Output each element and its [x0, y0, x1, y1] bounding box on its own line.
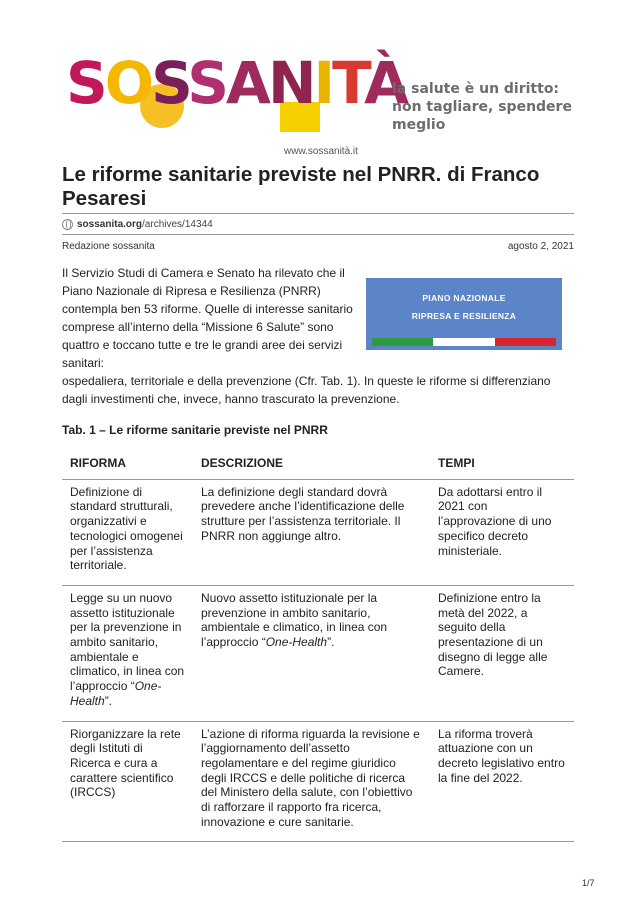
meta-divider — [62, 234, 574, 235]
cell-riforma: Riorganizzare la rete degli Istituti di Ricerca e cura a carattere scientifico (IRCCS) — [62, 721, 193, 842]
header-tempi: TEMPI — [430, 448, 574, 479]
table-row — [62, 721, 574, 842]
table-caption: Tab. 1 – Le riforme sanitarie previste nel PNRR — [62, 423, 328, 437]
title-divider — [62, 213, 574, 214]
cell-tempi: Definizione entro la metà del 2022, a seguito della presentazione di un disegno di legge alle Camere. — [430, 585, 574, 721]
page-title: Le riforme sanitarie previste nel PNRR. di Franco Pesaresi — [62, 163, 540, 210]
banner-title: PIANO NAZIONALE — [422, 293, 506, 303]
logo-wordmark: SOSSANITÀ — [66, 49, 407, 117]
publish-date: agosto 2, 2021 — [507, 241, 574, 252]
site-logo — [58, 50, 588, 145]
cell-riforma: Definizione di standard strutturali, organizzativi e tecnologici omogenei per l’assistenza territoriale. — [62, 479, 193, 585]
continuation-paragraph: ospedaliera, territoriale e della prevenzione (Cfr. Tab. 1). In queste le riforme si differenziano dagli investimenti che, invece, hanno trascurato la prevenzione. — [62, 374, 551, 406]
source-domain: sossanita.org — [77, 219, 143, 230]
cell-descrizione: La definizione degli standard dovrà prevedere anche l’identificazione delle strutture per l’assistenza territoriale. Il PNRR non aggiunge altro. — [193, 479, 430, 585]
cell-tempi: Da adottarsi entro il 2021 con l’approvazione di uno specifico decreto ministeriale. — [430, 479, 574, 585]
globe-icon — [62, 219, 73, 230]
source-path: /archives/14344 — [142, 219, 213, 230]
header-riforma: RIFORMA — [62, 448, 193, 479]
cell-descrizione: Nuovo assetto istituzionale per la prevenzione in ambito sanitario, ambientale e climatico, in linea con l’approccio “One-Health”. — [193, 585, 430, 721]
source-link[interactable] — [62, 219, 213, 230]
table-row — [62, 585, 574, 721]
pnrr-banner-image — [366, 278, 562, 350]
logo-tagline — [392, 80, 588, 134]
site-url[interactable]: www.sossanità.it — [284, 146, 358, 157]
author: Redazione sossanita — [62, 241, 155, 252]
page-number: 1/7 — [582, 878, 595, 888]
table-row — [62, 479, 574, 585]
header-descrizione: DESCRIZIONE — [193, 448, 430, 479]
table-header-row — [62, 448, 574, 479]
cell-tempi: La riforma troverà attuazione con un decreto legislativo entro la fine del 2022. — [430, 721, 574, 842]
cell-descrizione: L’azione di riforma riguarda la revisione e l’aggiornamento dell’assetto regolamentare e del regime giuridico degli IRCCS e delle politiche di ricerca del Ministero della salute, con l’obiettivo di rafforzare il rapporto fra ricerca, innovazione e cure sanitarie. — [193, 721, 430, 842]
tagline-line-1: la salute è un diritto: — [392, 81, 560, 97]
article-meta — [62, 241, 574, 252]
intro-paragraph: Il Servizio Studi di Camera e Senato ha rilevato che il Piano Nazionale di Ripresa e Resilienza (PNRR) contempla ben 53 riforme. Quelle di interesse sanitario comprese all’interno della “Missione 6 Salute” sono quattro e toccano tutte e tre le grandi aree dei servizi sanitari: — [62, 266, 353, 370]
cell-riforma: Legge su un nuovo assetto istituzionale per la prevenzione in ambito sanitario, ambientale e climatico, in linea con l’approccio “One-Health”. — [62, 585, 193, 721]
tagline-line-2: non tagliare, spendere meglio — [392, 99, 572, 133]
italian-flag-stripe — [372, 338, 556, 346]
banner-subtitle: RIPRESA E RESILIENZA — [411, 311, 517, 321]
reforms-table — [62, 448, 574, 842]
